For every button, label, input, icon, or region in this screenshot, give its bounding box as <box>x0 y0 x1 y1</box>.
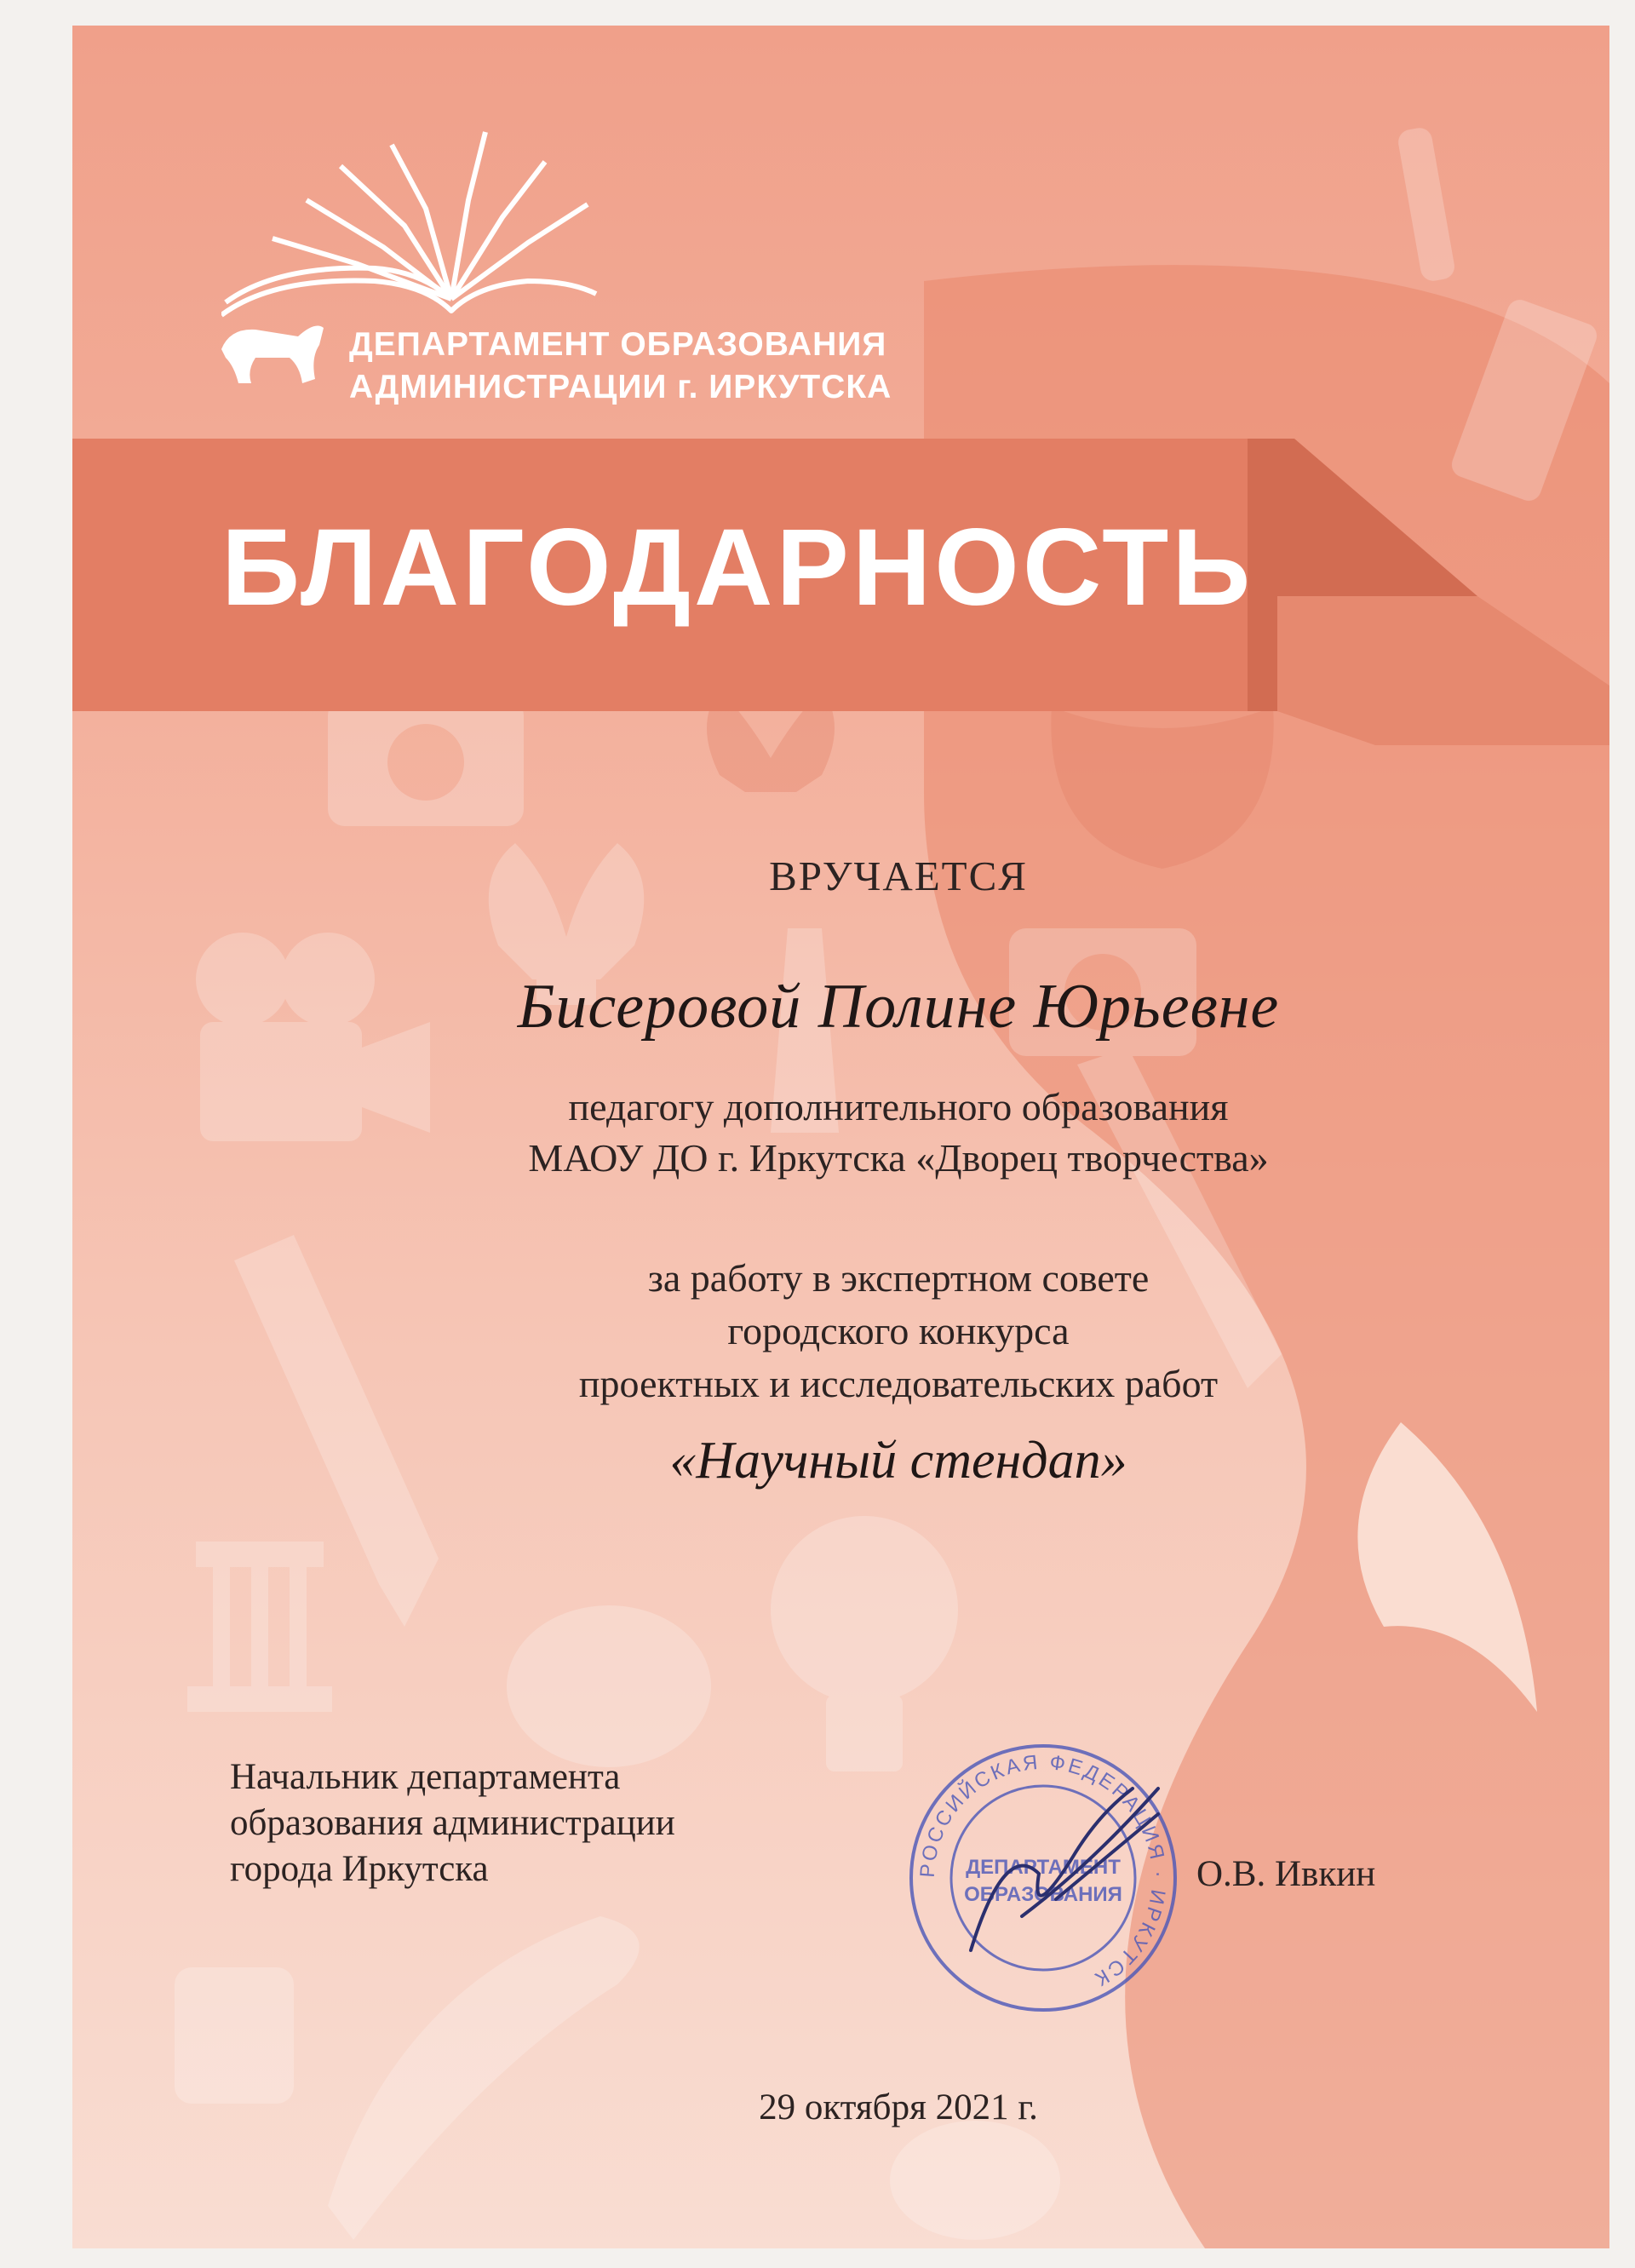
signatory-title-line-3: города Иркутска <box>230 1849 489 1889</box>
stamp-center-line-1: ДЕПАРТАМЕНТ <box>966 1856 1121 1879</box>
official-stamp <box>903 1737 1184 2018</box>
ribbon-fold <box>1248 439 1609 745</box>
certificate-title: БЛАГОДАРНОСТЬ <box>221 507 1254 629</box>
awarded-label: ВРУЧАЕТСЯ <box>769 853 1028 899</box>
lightbulb-icon <box>771 1516 958 1771</box>
feather-quill-icon <box>175 1916 640 2240</box>
department-name <box>349 324 892 409</box>
reason-line-2: городского конкурса <box>727 1309 1070 1352</box>
recipient-role <box>72 1082 1609 1184</box>
signatory-title-line-1: Начальник департамента <box>230 1757 621 1797</box>
stamp-ring-text: РОССИЙСКАЯ ФЕДЕРАЦИЯ · ИРКУТСК <box>915 1750 1171 1992</box>
certificate-sheet <box>72 26 1609 2248</box>
issue-date: 29 октября 2021 г. <box>759 2087 1038 2127</box>
babr-emblem-icon <box>221 326 324 383</box>
recipient-name: Бисеровой Полине Юрьевне <box>517 972 1280 1042</box>
contest-name: «Научный стендап» <box>669 1432 1127 1490</box>
signatory-title <box>230 1754 675 1892</box>
role-line-1: педагогу дополнительного образования <box>568 1085 1229 1128</box>
signatory-name: О.В. Ивкин <box>1196 1854 1376 1894</box>
award-reason <box>72 1252 1609 1410</box>
reason-line-3: проектных и исследовательских работ <box>578 1362 1219 1405</box>
role-line-2: МАОУ ДО г. Иркутска «Дворец творчества» <box>528 1136 1269 1180</box>
department-line-2: АДМИНИСТРАЦИИ г. ИРКУТСКА <box>349 369 892 405</box>
signatory-title-line-2: образования администрации <box>230 1803 675 1843</box>
department-line-1: ДЕПАРТАМЕНТ ОБРАЗОВАНИЯ <box>349 326 887 363</box>
column-icon <box>187 1542 332 1712</box>
stamp-center-line-2: ОБРАЗОВАНИЯ <box>964 1883 1122 1906</box>
reason-line-1: за работу в экспертном совете <box>647 1256 1150 1300</box>
